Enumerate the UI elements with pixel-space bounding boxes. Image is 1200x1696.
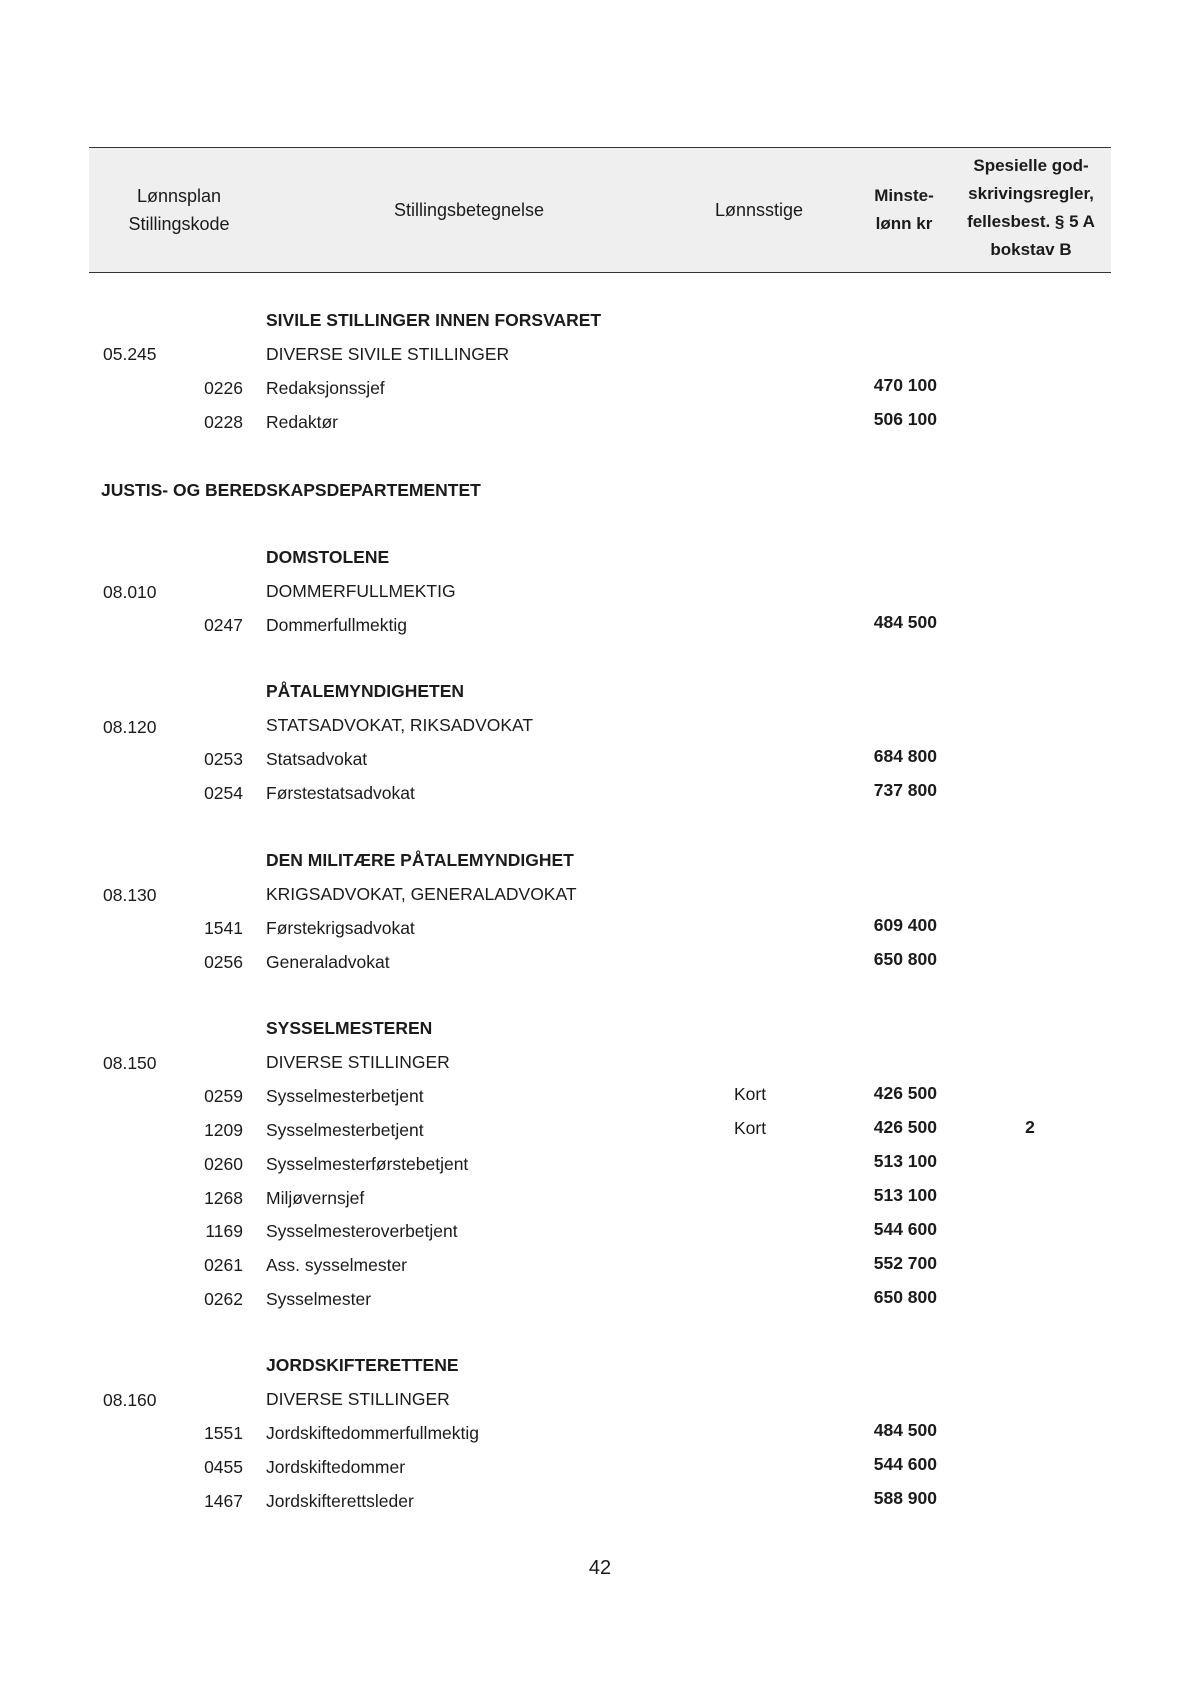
minstelonn: 650 800	[873, 1287, 937, 1307]
minstelonn: 544 600	[873, 1219, 937, 1239]
stillingsbetegnelse: Førstestatsadvokat	[266, 783, 415, 803]
lonnsstige: Kort	[734, 1118, 767, 1138]
lonnsplan-code: 08.150	[103, 1053, 157, 1073]
stillingsbetegnelse: Jordskifterettsleder	[266, 1491, 414, 1511]
stillingsbetegnelse: Sysselmester	[266, 1289, 372, 1309]
stillingsbetegnelse: Dommerfullmektig	[266, 615, 407, 635]
stillingskode: 1467	[204, 1491, 243, 1511]
header-minstelonn-line1: Minste-	[874, 186, 934, 205]
table-header	[89, 147, 1111, 273]
section-title: JORDSKIFTERETTENE	[266, 1355, 459, 1375]
stillingskode: 0256	[204, 952, 243, 972]
minstelonn: 484 500	[873, 612, 937, 632]
minstelonn: 588 900	[873, 1488, 937, 1508]
group-title: STATSADVOKAT, RIKSADVOKAT	[266, 715, 534, 735]
stillingskode: 0228	[204, 412, 243, 432]
stillingsbetegnelse: Førstekrigsadvokat	[266, 918, 415, 938]
header-spesielle	[951, 152, 1111, 264]
minstelonn: 609 400	[873, 915, 937, 935]
stillingsbetegnelse: Jordskiftedommerfullmektig	[266, 1423, 479, 1443]
stillingsbetegnelse: Redaktør	[266, 412, 338, 432]
header-lonnsplan-line1: Lønnsplan	[136, 186, 222, 206]
header-minstelonn	[844, 182, 964, 238]
stillingsbetegnelse: Generaladvokat	[266, 952, 390, 972]
stillingskode: 0455	[204, 1457, 243, 1477]
header-spesielle-line1: Spesielle god-	[973, 156, 1089, 175]
minstelonn: 737 800	[873, 780, 937, 800]
section-title: DEN MILITÆRE PÅTALEMYNDIGHET	[266, 850, 574, 870]
stillingskode: 0259	[204, 1086, 243, 1106]
stillingskode: 0253	[204, 749, 243, 769]
minstelonn: 650 800	[873, 949, 937, 969]
lonnsplan-code: 08.010	[103, 582, 157, 602]
header-spesielle-line4: bokstav B	[990, 240, 1072, 259]
stillingskode: 1169	[205, 1221, 243, 1241]
minstelonn: 426 500	[873, 1117, 937, 1137]
stillingsbetegnelse: Jordskiftedommer	[266, 1457, 406, 1477]
minstelonn: 552 700	[873, 1253, 937, 1273]
stillingskode: 0247	[204, 615, 243, 635]
minstelonn: 470 100	[873, 375, 937, 395]
stillingskode: 0254	[204, 783, 243, 803]
stillingsbetegnelse: Sysselmesterbetjent	[266, 1086, 424, 1106]
stillingskode: 0260	[204, 1154, 243, 1174]
stillingskode: 1268	[204, 1188, 243, 1208]
header-minstelonn-line2: lønn kr	[875, 214, 933, 233]
header-spesielle-line2: skrivingsregler,	[968, 184, 1094, 203]
lonnsplan-code: 08.130	[103, 885, 157, 905]
special-rule: 2	[1025, 1117, 1035, 1137]
header-lonnsplan-line2: Stillingskode	[128, 214, 230, 234]
minstelonn: 426 500	[873, 1083, 937, 1103]
stillingskode: 1541	[204, 918, 243, 938]
department-title: JUSTIS- OG BEREDSKAPSDEPARTEMENTET	[101, 480, 481, 500]
group-title: DIVERSE STILLINGER	[266, 1389, 450, 1409]
header-stillingsbetegnelse: Stillingsbetegnelse	[393, 200, 545, 220]
group-title: KRIGSADVOKAT, GENERALADVOKAT	[266, 884, 577, 904]
stillingskode: 0261	[204, 1255, 243, 1275]
header-spesielle-line3: fellesbest. § 5 A	[967, 212, 1095, 231]
minstelonn: 506 100	[873, 409, 937, 429]
minstelonn: 684 800	[873, 746, 937, 766]
stillingsbetegnelse: Statsadvokat	[266, 749, 368, 769]
stillingskode: 1209	[204, 1120, 243, 1140]
stillingsbetegnelse: Sysselmesteroverbetjent	[266, 1221, 458, 1241]
stillingsbetegnelse: Sysselmesterbetjent	[266, 1120, 424, 1140]
lonnsplan-code: 08.160	[103, 1390, 157, 1410]
minstelonn: 513 100	[873, 1185, 937, 1205]
page-number: 42	[588, 1557, 612, 1579]
stillingsbetegnelse: Redaksjonssjef	[266, 378, 385, 398]
section-title: SIVILE STILLINGER INNEN FORSVARET	[266, 310, 602, 330]
group-title: DIVERSE SIVILE STILLINGER	[266, 344, 510, 364]
minstelonn: 513 100	[873, 1151, 937, 1171]
group-title: DOMMERFULLMEKTIG	[266, 581, 456, 601]
minstelonn: 544 600	[873, 1454, 937, 1474]
section-title: SYSSELMESTEREN	[266, 1018, 433, 1038]
lonnsstige: Kort	[734, 1084, 767, 1104]
minstelonn: 484 500	[873, 1420, 937, 1440]
stillingsbetegnelse: Ass. sysselmester	[266, 1255, 407, 1275]
stillingsbetegnelse: Miljøvernsjef	[266, 1188, 365, 1208]
stillingskode: 0262	[204, 1289, 243, 1309]
group-title: DIVERSE STILLINGER	[266, 1052, 450, 1072]
header-lonnsstige: Lønnsstige	[714, 200, 804, 220]
stillingskode: 0226	[204, 378, 243, 398]
stillingskode: 1551	[204, 1423, 243, 1443]
stillingsbetegnelse: Sysselmesterførstebetjent	[266, 1154, 469, 1174]
section-title: DOMSTOLENE	[266, 547, 390, 567]
lonnsplan-code: 08.120	[103, 717, 157, 737]
lonnsplan-code: 05.245	[103, 344, 157, 364]
section-title: PÅTALEMYNDIGHETEN	[266, 681, 465, 701]
header-lonnsplan	[109, 182, 249, 238]
